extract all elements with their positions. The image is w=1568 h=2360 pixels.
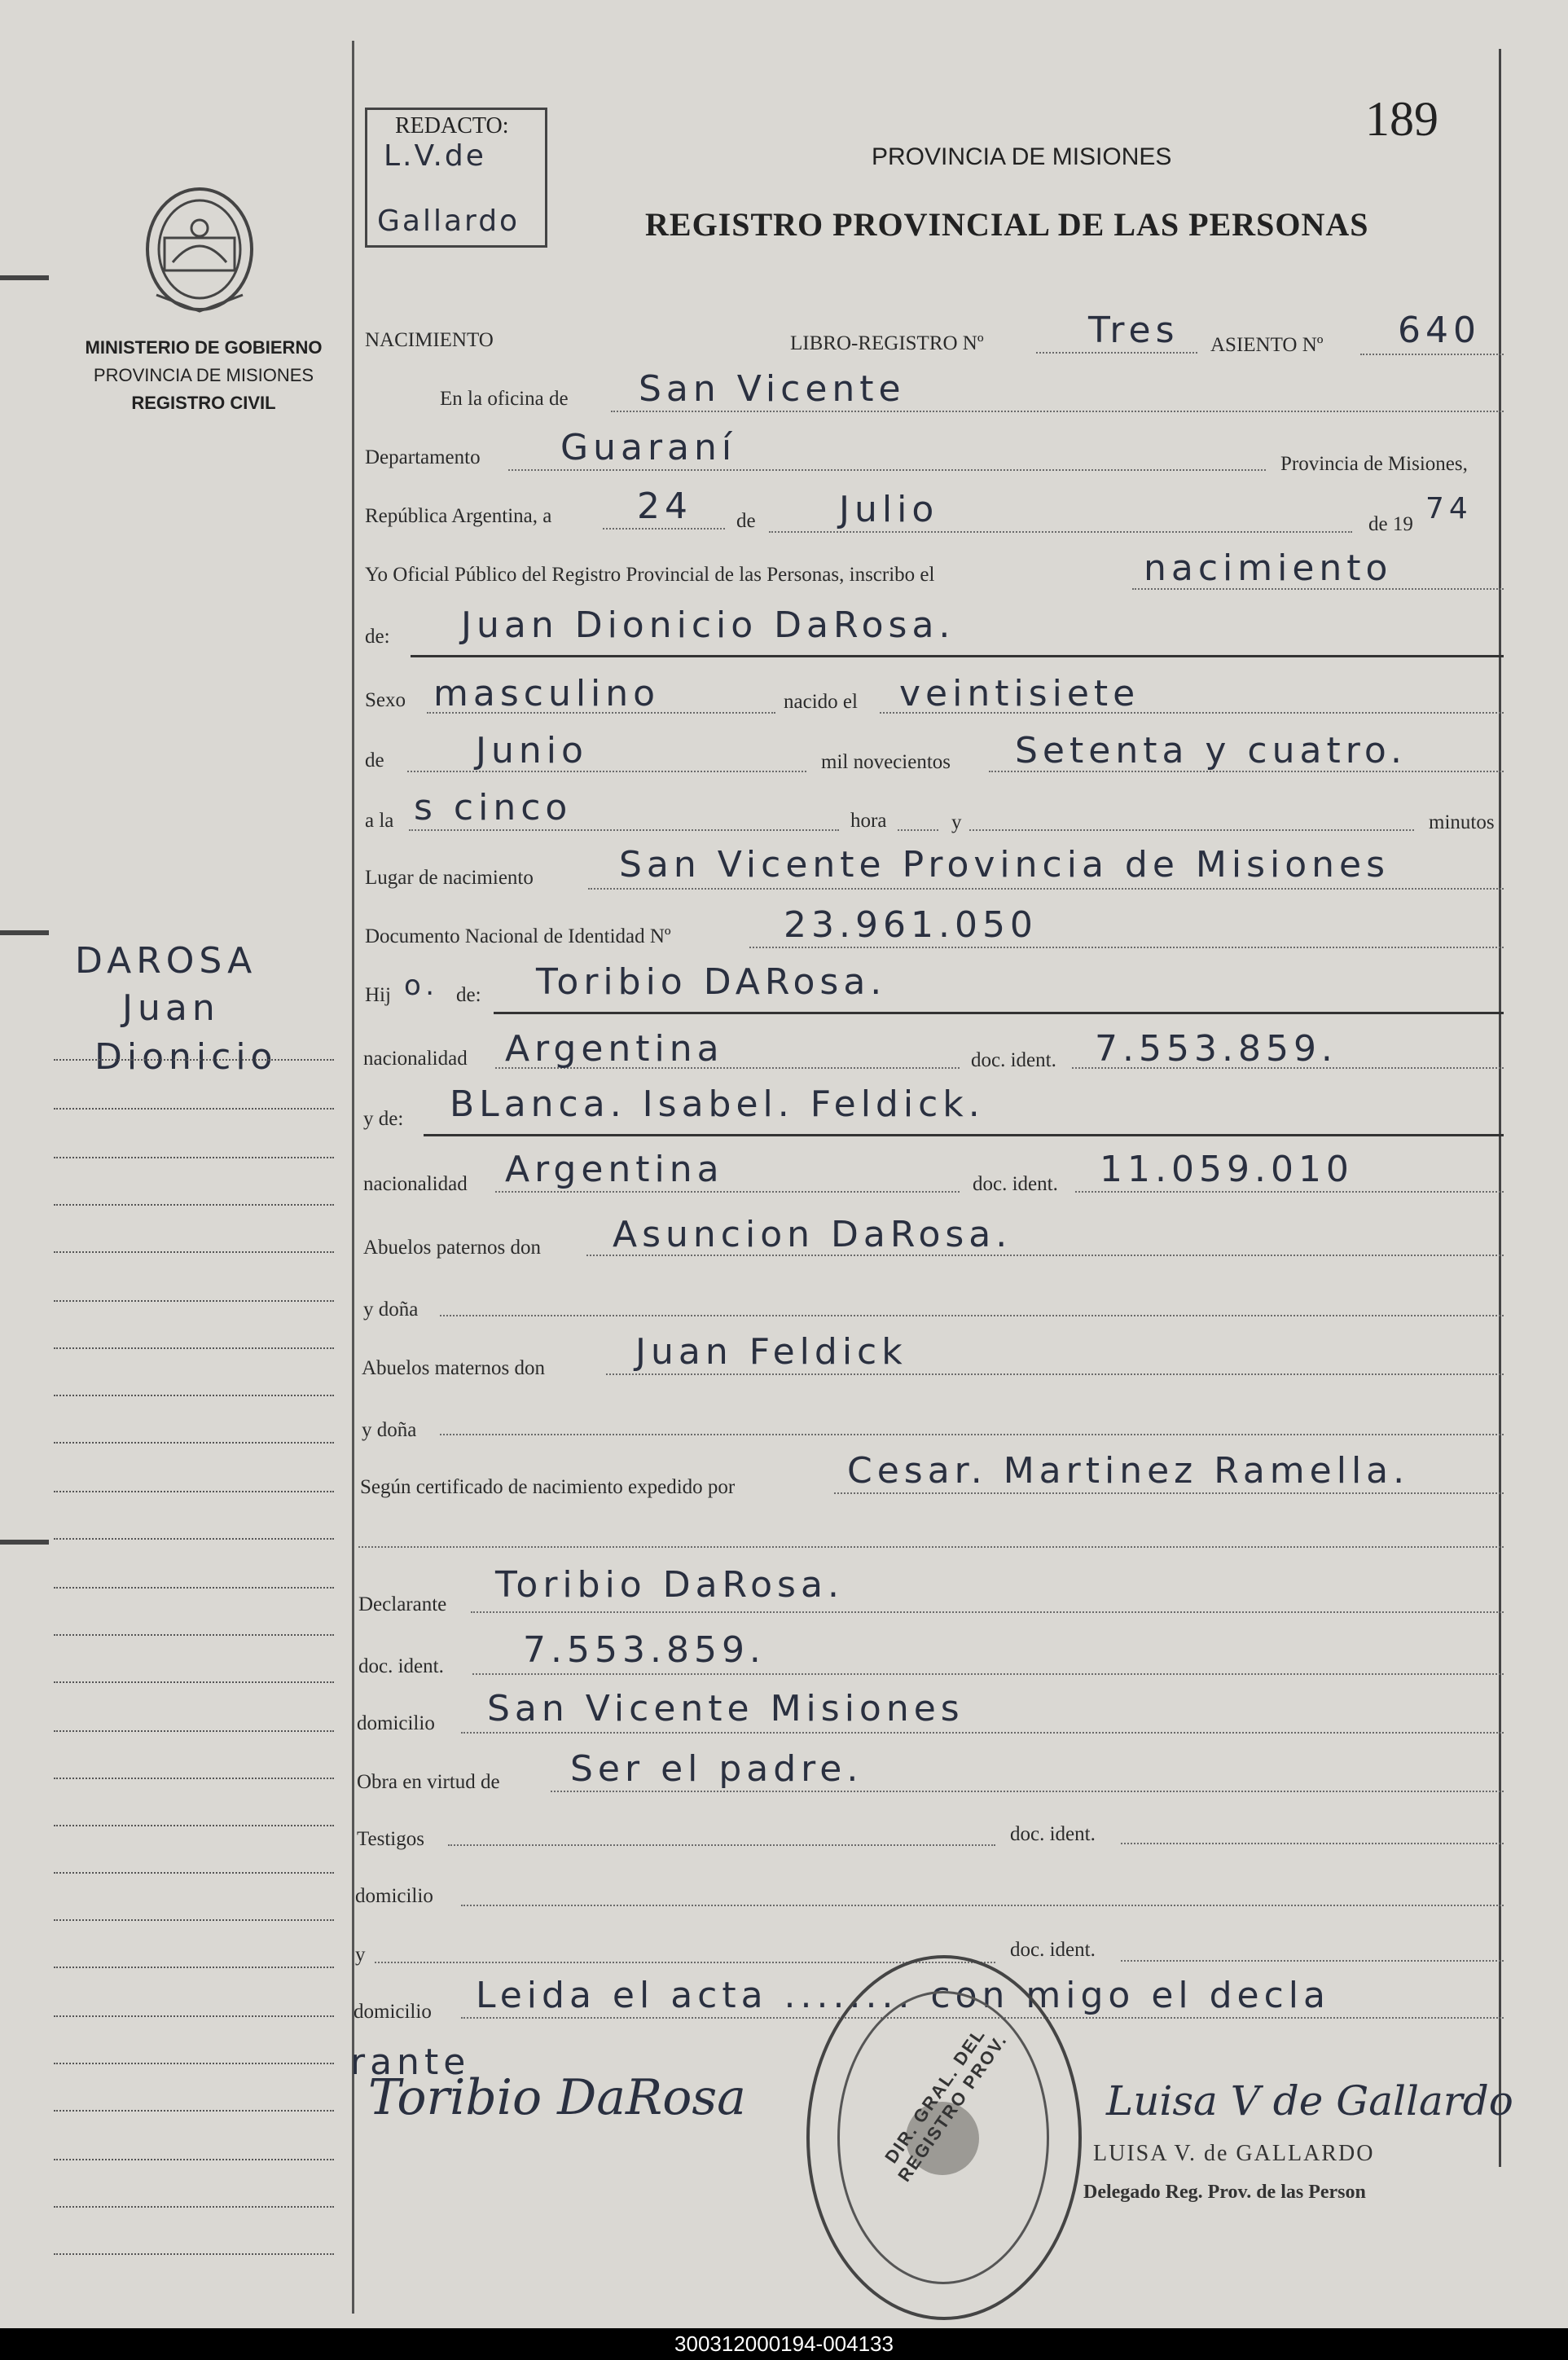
ministry-line: REGISTRO CIVIL	[131, 393, 276, 413]
declarant-signature: Toribio DaRosa	[368, 2069, 746, 2126]
margin-line	[54, 1919, 334, 1921]
field-line	[411, 655, 1504, 657]
field-line	[461, 1905, 1504, 1906]
value-abuelo-paterno: Asuncion DaRosa.	[613, 1214, 1012, 1255]
folio-number: 189	[1365, 92, 1438, 146]
field-line	[1036, 352, 1197, 354]
field-line	[1121, 1960, 1504, 1962]
margin-surname: DAROSA	[75, 940, 257, 982]
value-declarante-doc: 7.553.859.	[523, 1629, 766, 1671]
field-line	[440, 1434, 1504, 1435]
field-line	[407, 771, 806, 772]
margin-line	[54, 2206, 334, 2208]
margin-line	[54, 1538, 334, 1540]
margin-line	[54, 1251, 334, 1253]
value-libro: Tres	[1088, 310, 1179, 351]
margin-line	[54, 1395, 334, 1396]
label-doc-ident: doc. ident.	[971, 1049, 1056, 1071]
ministry-header	[65, 334, 342, 417]
value-certificado: Cesar. Martinez Ramella.	[847, 1450, 1410, 1492]
value-declarante-domicilio: San Vicente Misiones	[487, 1688, 964, 1729]
label-nacionalidad: nacionalidad	[363, 1173, 468, 1195]
value-lugar: San Vicente Provincia de Misiones	[619, 844, 1390, 886]
value-inscribe: nacimiento	[1144, 547, 1393, 589]
field-line	[472, 1673, 1504, 1675]
binding-mark	[0, 1540, 49, 1545]
label-hij-de: de:	[456, 984, 481, 1006]
ministry-line: MINISTERIO DE GOBIERNO	[85, 337, 323, 358]
label-y-dona: y doña	[362, 1419, 417, 1441]
field-line	[1075, 1191, 1504, 1193]
value-departamento: Guaraní	[560, 427, 737, 468]
value-obra: Ser el padre.	[570, 1748, 863, 1790]
value-hora: s cinco	[414, 787, 573, 828]
label-abuelos-paternos: Abuelos paternos don	[363, 1237, 542, 1259]
field-line	[551, 1791, 1504, 1792]
label-doc-ident: doc. ident.	[1010, 1939, 1096, 1961]
value-mes: Julio	[839, 489, 939, 530]
margin-line	[54, 1300, 334, 1302]
label-segun: Según certificado de nacimiento expedido por	[360, 1476, 736, 1498]
label-domicilio: domicilio	[355, 1885, 433, 1907]
label-doc-ident: doc. ident.	[1010, 1823, 1096, 1845]
sheet-edge	[1499, 49, 1501, 2167]
margin-line	[54, 1778, 334, 1779]
registry-title: REGISTRO PROVINCIAL DE LAS PERSONAS	[645, 206, 1369, 243]
field-line	[494, 1012, 1504, 1014]
registry-seal	[806, 1955, 1082, 2320]
label-de: de	[736, 510, 756, 532]
field-line	[409, 829, 839, 831]
value-nacido-anio: Setenta y cuatro.	[1015, 730, 1407, 771]
value-dia: 24	[637, 486, 692, 527]
label-departamento: Departamento	[365, 446, 481, 468]
binding-mark	[0, 930, 49, 935]
field-line	[1360, 354, 1504, 355]
value-asiento: 640	[1398, 310, 1481, 351]
field-line	[749, 947, 1504, 948]
label-testigos: Testigos	[357, 1828, 424, 1850]
label-sexo: Sexo	[365, 689, 406, 711]
field-line	[769, 531, 1352, 533]
label-doc-ident: doc. ident.	[973, 1173, 1058, 1195]
label-provincia-misiones: Provincia de Misiones,	[1280, 453, 1468, 475]
label-y-dona: y doña	[363, 1299, 419, 1321]
official-stamp-name: LUISA V. de GALLARDO	[1093, 2141, 1375, 2166]
margin-line	[54, 1347, 334, 1349]
value-padre-doc: 7.553.859.	[1095, 1028, 1337, 1070]
field-line	[834, 1492, 1504, 1494]
label-y: y	[951, 811, 962, 833]
value-cierre: Leida el acta ........ con migo el decla	[476, 1975, 1330, 2016]
seal-text: DIR. GRAL. DEL REGISTRO PROV.	[881, 2024, 1012, 2186]
label-libro-registro: LIBRO-REGISTRO Nº	[790, 332, 984, 354]
official-stamp-role: Delegado Reg. Prov. de las Person	[1083, 2182, 1366, 2203]
field-line	[424, 1134, 1504, 1136]
margin-line	[54, 1681, 334, 1683]
value-madre-nacionalidad: Argentina	[505, 1149, 724, 1190]
value-abuelo-materno: Juan Feldick	[635, 1331, 907, 1373]
value-sexo: masculino	[433, 673, 661, 714]
label-mil-novecientos: mil novecientos	[821, 751, 951, 773]
margin-given-name: Dionicio	[94, 1036, 278, 1078]
label-asiento: ASIENTO Nº	[1210, 334, 1324, 356]
value-madre: BLanca. Isabel. Feldick.	[450, 1083, 985, 1125]
margin-line	[54, 1730, 334, 1732]
label-minutos: minutos	[1429, 811, 1495, 833]
label-nacido-el: nacido el	[784, 691, 858, 713]
margin-line	[54, 1204, 334, 1206]
label-nacimiento: NACIMIENTO	[365, 329, 494, 351]
field-line	[495, 1191, 960, 1193]
province-heading: PROVINCIA DE MISIONES	[872, 143, 1172, 170]
margin-line	[54, 1967, 334, 1968]
label-y-de: y de:	[363, 1108, 404, 1130]
value-padre: Toribio DARosa.	[536, 961, 887, 1003]
field-line	[448, 1844, 995, 1846]
margin-line	[54, 2015, 334, 2017]
field-line	[603, 528, 725, 530]
label-dni: Documento Nacional de Identidad Nº	[365, 925, 671, 947]
label-y: y	[355, 1944, 366, 1966]
margin-line	[54, 1634, 334, 1636]
margin-line	[54, 1825, 334, 1826]
margin-line	[54, 1587, 334, 1589]
label-doc-ident: doc. ident.	[358, 1655, 444, 1677]
label-nacionalidad: nacionalidad	[363, 1048, 468, 1070]
field-line	[461, 1732, 1504, 1734]
margin-line	[54, 1442, 334, 1444]
redacto-label: REDACTO:	[395, 113, 509, 138]
value-hij-suffix: o.	[404, 969, 440, 1002]
label-republica: República Argentina, a	[365, 505, 552, 527]
margin-line	[54, 2110, 334, 2112]
field-line	[440, 1315, 1504, 1316]
margin-line	[54, 2253, 334, 2255]
value-nombre: Juan Dionicio DaRosa.	[461, 604, 955, 646]
field-line	[606, 1373, 1504, 1375]
official-signature: Luisa V de Gallardo	[1106, 2077, 1513, 2125]
provincial-crest-icon	[140, 181, 259, 318]
label-domicilio: domicilio	[354, 2001, 432, 2023]
label-lugar: Lugar de nacimiento	[365, 867, 534, 889]
field-line	[588, 888, 1504, 890]
margin-line	[54, 1872, 334, 1874]
margin-line	[54, 1491, 334, 1492]
redacto-value: Gallardo	[377, 204, 520, 238]
label-obra: Obra en virtud de	[357, 1771, 500, 1793]
label-domicilio: domicilio	[357, 1712, 435, 1734]
label-hij: Hij	[365, 984, 391, 1006]
label-de: de	[365, 749, 384, 771]
margin-divider	[352, 41, 354, 2314]
label-yo-oficial: Yo Oficial Público del Registro Provincial de las Personas, inscribo el	[365, 564, 935, 586]
label-de-nombre: de:	[365, 626, 390, 648]
label-de-19: de 19	[1368, 513, 1413, 535]
field-line	[969, 829, 1414, 831]
value-oficina: San Vicente	[639, 368, 906, 410]
value-padre-nacionalidad: Argentina	[505, 1028, 724, 1070]
binding-mark	[0, 275, 49, 280]
field-line	[471, 1611, 1504, 1613]
redacto-box	[365, 108, 547, 248]
margin-line	[54, 2159, 334, 2160]
field-line	[508, 469, 1266, 471]
margin-line	[54, 1157, 334, 1158]
redacto-value: L.V.de	[384, 139, 486, 173]
margin-line	[54, 1108, 334, 1110]
value-cierre: rante	[350, 2041, 471, 2083]
field-line	[1121, 1843, 1504, 1844]
margin-line	[54, 2063, 334, 2064]
label-a-la: a la	[365, 810, 394, 832]
margin-given-name: Juan	[122, 987, 220, 1029]
field-line	[611, 411, 1504, 412]
ministry-line: PROVINCIA DE MISIONES	[93, 365, 314, 385]
value-nacido-el: veintisiete	[899, 673, 1140, 714]
value-declarante: Toribio DaRosa.	[495, 1564, 844, 1606]
document-id: 300312000194-004133	[674, 2331, 894, 2356]
margin-line	[54, 1059, 334, 1061]
field-line	[898, 829, 938, 831]
value-anio: 74	[1425, 492, 1473, 525]
label-hora: hora	[850, 810, 887, 832]
label-oficina: En la oficina de	[440, 388, 569, 410]
value-nacido-mes: Junio	[476, 730, 588, 771]
label-declarante: Declarante	[358, 1593, 447, 1615]
field-line	[358, 1546, 1504, 1548]
value-madre-doc: 11.059.010	[1100, 1149, 1354, 1190]
value-dni: 23.961.050	[784, 904, 1038, 946]
label-abuelos-maternos: Abuelos maternos don	[362, 1357, 545, 1379]
